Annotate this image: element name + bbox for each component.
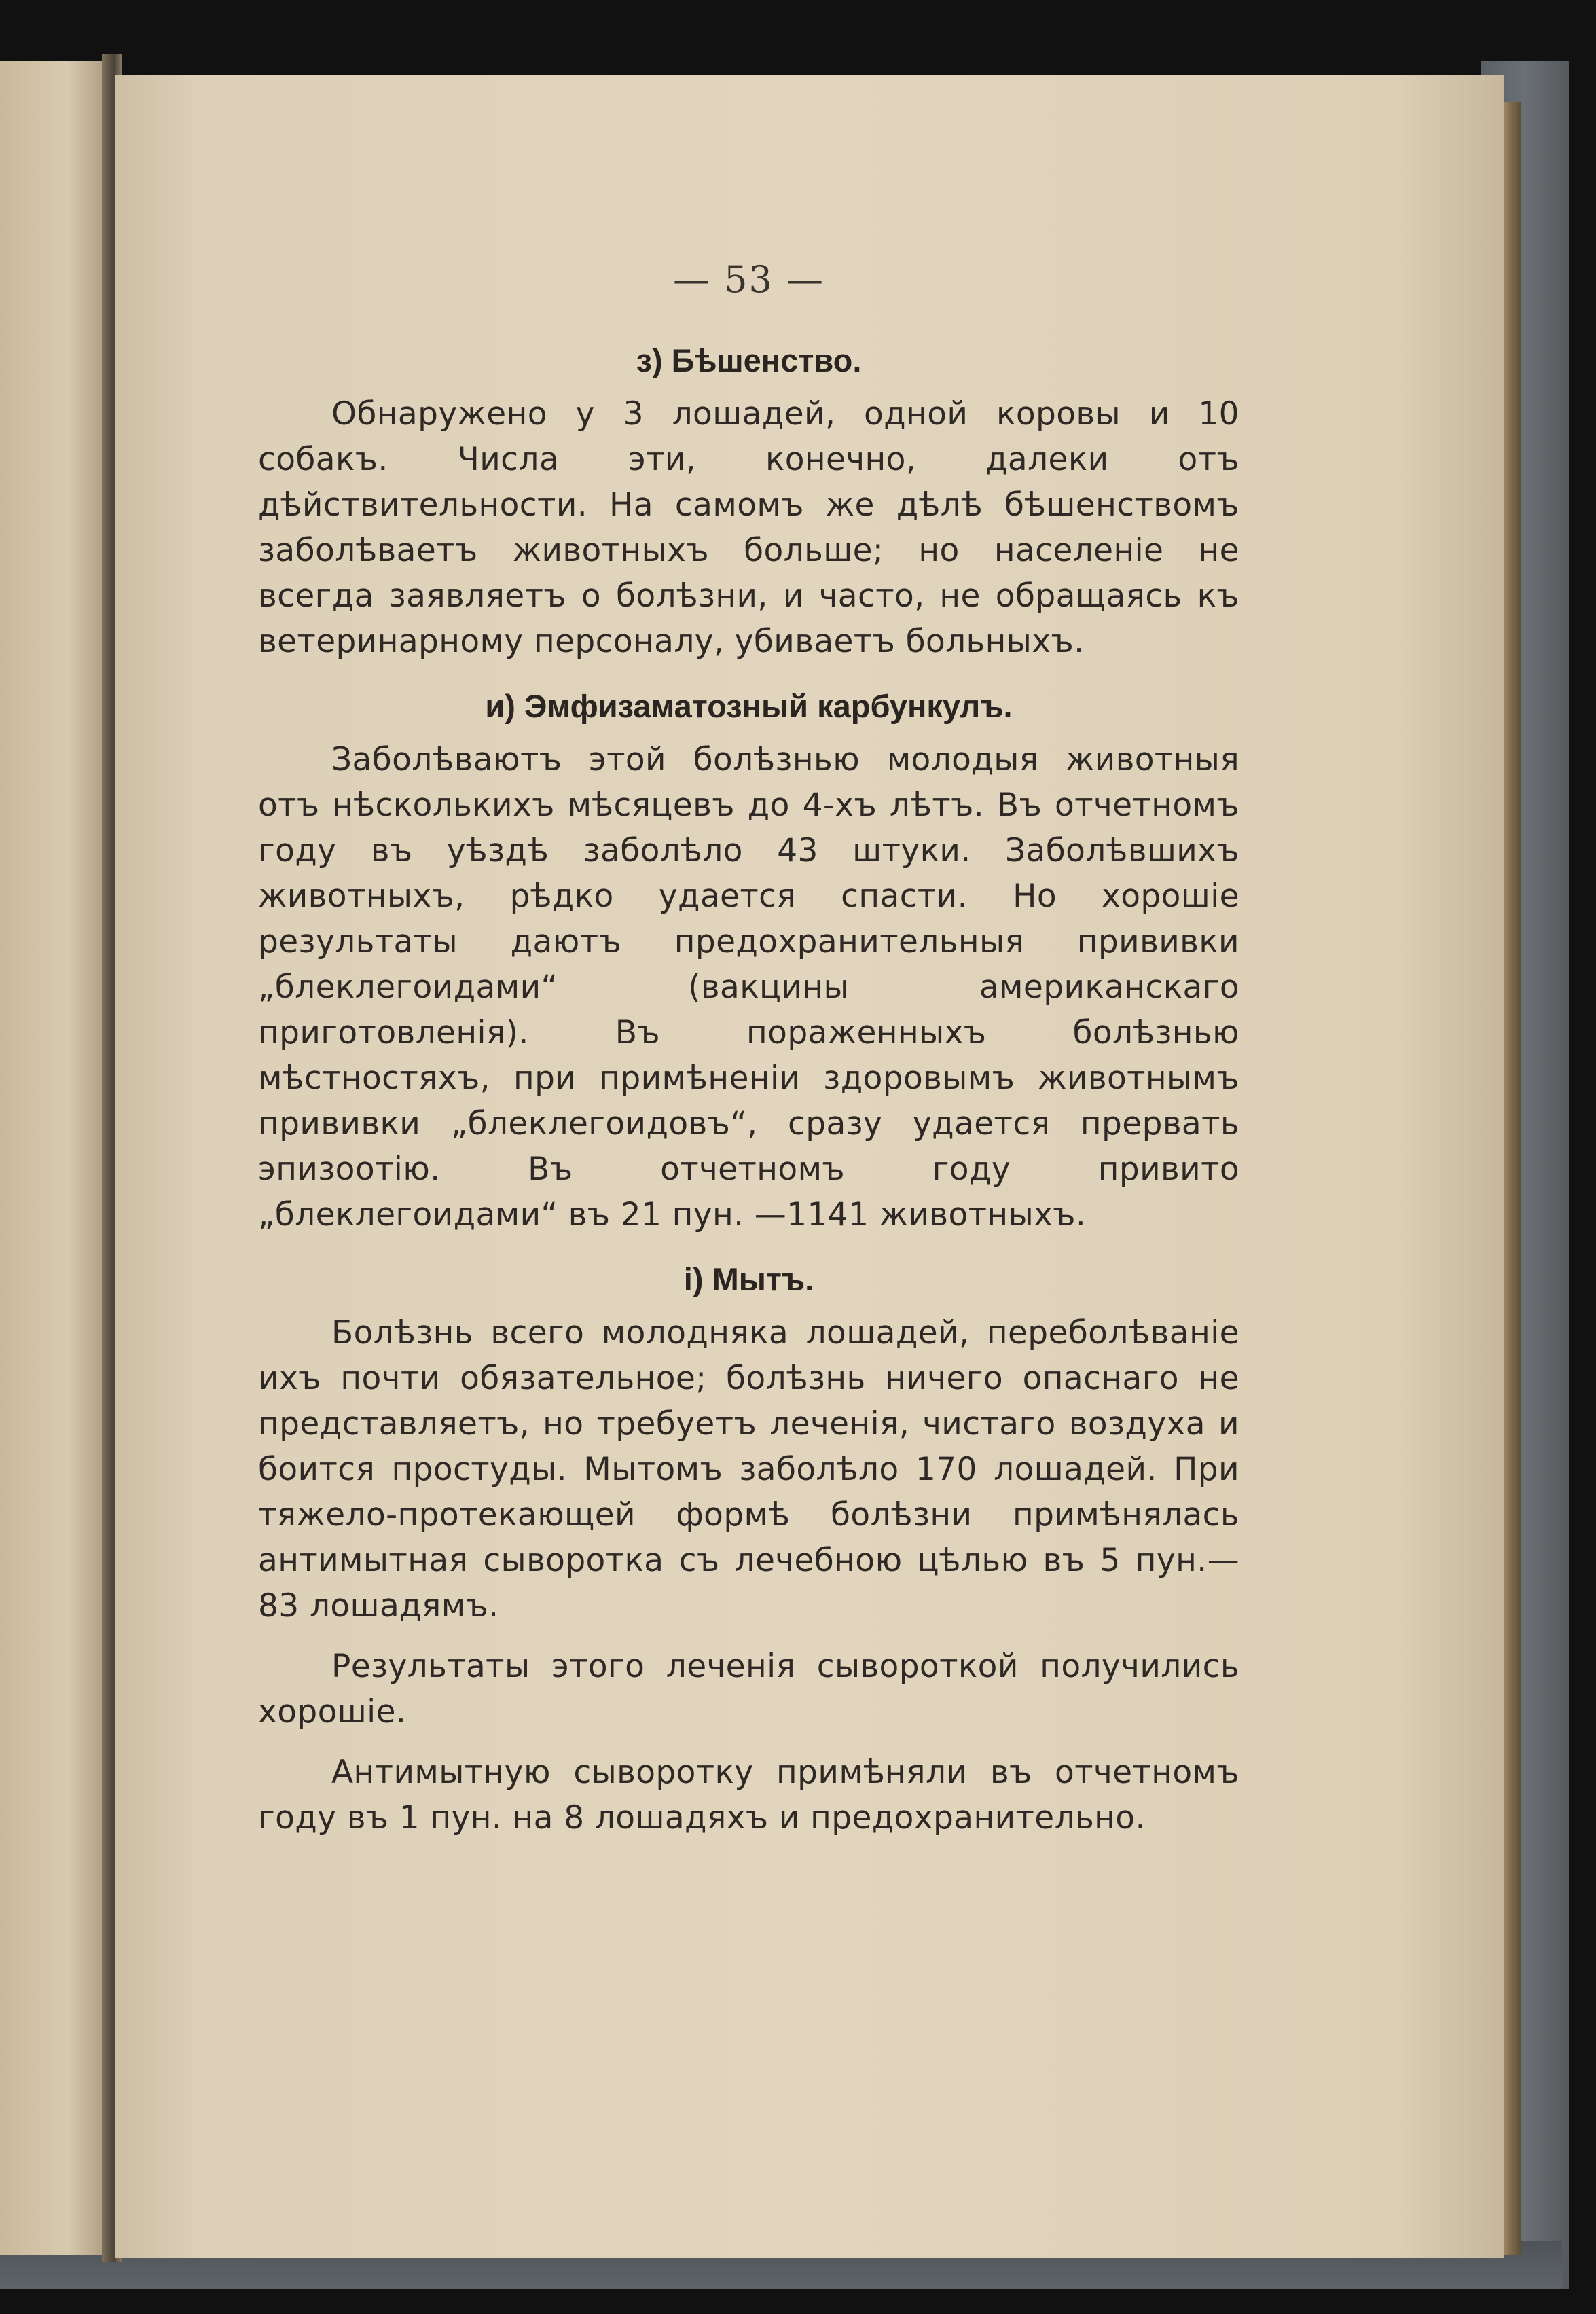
paragraph: Антимытную сыворотку примѣняли въ отчетномъ году въ 1 пун. на 8 лошадяхъ и предохранительно.	[258, 1754, 1239, 1837]
section-heading-strangles: і) Мытъ.	[683, 1261, 814, 1297]
text-column	[258, 258, 1239, 1841]
paragraph: Заболѣваютъ этой болѣзнью молодыя животныя отъ нѣсколькихъ мѣсяцевъ до 4-хъ лѣтъ. Въ отчетномъ году въ уѣздѣ заболѣло 43 штуки. Заболѣвшихъ животныхъ, рѣдко удается спасти. Но хорошіе результаты даютъ предохранительныя прививки „блеклегоидами“ (вакцины американскаго приготовленія). Въ пораженныхъ болѣзнью мѣстностяхъ, при примѣненіи здоровымъ животнымъ прививки „блеклегоидовъ“, сразу удается прервать эпизоотію. Въ отчетномъ году привито „блеклегоидами“ въ 21 пун. —1141 животныхъ.	[258, 741, 1239, 1233]
book-page	[115, 75, 1504, 2258]
page-number: — 53 —	[672, 258, 825, 301]
paragraph: Обнаружено у 3 лошадей, одной коровы и 10 собакъ. Числа эти, конечно, далеки отъ дѣйствительности. На самомъ же дѣлѣ бѣшенствомъ заболѣваетъ животныхъ больше; но населеніе не всегда заявляетъ о болѣзни, и часто, не обращаясь къ ветеринарному персоналу, убиваетъ больныхъ.	[258, 395, 1239, 660]
paragraph: Болѣзнь всего молодняка лошадей, переболѣваніе ихъ почти обязательное; болѣзнь ничего опаснаго не представляетъ, но требуетъ леченія, чистаго воздуха и боится простуды. Мытомъ заболѣло 170 лошадей. При тяжело-протекающей формѣ болѣзни примѣнялась антимытная сыворотка съ лечебною цѣлью въ 5 пун.—83 лошадямъ.	[258, 1314, 1239, 1625]
paragraph: Результаты этого леченія сывороткой получились хорошіе.	[258, 1648, 1239, 1731]
section-heading-blackleg: и) Эмфизаматозный карбункулъ.	[485, 688, 1013, 724]
section-heading-rabies: з) Бѣшенство.	[636, 342, 862, 378]
facing-page-left	[0, 61, 112, 2255]
